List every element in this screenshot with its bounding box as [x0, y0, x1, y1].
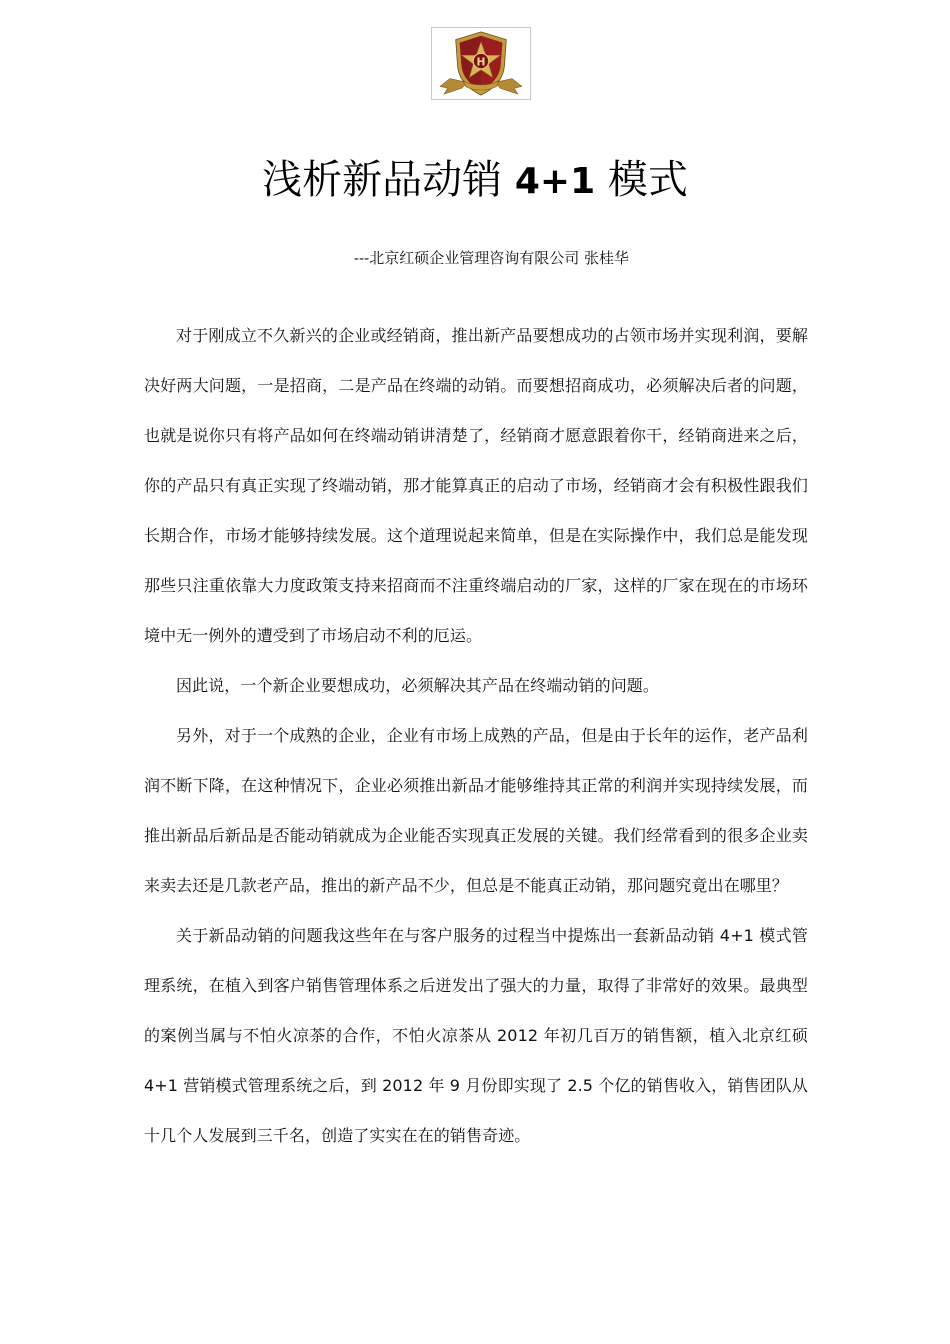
paragraph-1: 对于刚成立不久新兴的企业或经销商，推出新产品要想成功的占领市场并实现利润，要解决好两大问题，一是招商，二是产品在终端的动销。而要想招商成功，必须解决后者的问题，也就是说你只有将产品如何在终端动销讲清楚了，经销商才愿意跟着你干，经销商进来之后，你的产品只有真正实现了终端动销，那才能算真正的启动了市场，经销商才会有积极性跟我们长期合作，市场才能够持续发展。这个道理说起来简单，但是在实际操作中，我们总是能发现那些只注重依靠大力度政策支持来招商而不注重终端启动的厂家，这样的厂家在现在的市场环境中无一例外的遭受到了市场启动不利的厄运。: [144, 326, 808, 645]
article-body: [144, 311, 808, 1161]
shield-star-h-emblem-icon: [432, 28, 530, 99]
company-logo: [431, 27, 531, 100]
title-tail: 模式: [607, 157, 688, 203]
paragraph-2: 因此说，一个新企业要想成功，必须解决其产品在终端动销的问题。: [176, 676, 660, 695]
title-number: 4+1: [514, 161, 596, 202]
title-main: 浅析新品动销: [262, 157, 503, 203]
page-title: [0, 152, 950, 210]
author-line: ---北京红硕企业管理咨询有限公司 张桂华: [354, 249, 629, 267]
logo-letter: H: [476, 55, 486, 69]
paragraph-3: 另外，对于一个成熟的企业，企业有市场上成熟的产品，但是由于长年的运作，老产品利润不断下降，在这种情况下，企业必须推出新品才能够维持其正常的利润并实现持续发展，而推出新品后新品是否能动销就成为企业能否实现真正发展的关键。我们经常看到的很多企业卖来卖去还是几款老产品，推出的新产品不少，但总是不能真正动销，那问题究竟出在哪里？: [144, 726, 808, 895]
paragraph-4: 关于新品动销的问题我这些年在与客户服务的过程当中提炼出一套新品动销 4+1 模式管理系统，在植入到客户销售管理体系之后迸发出了强大的力量，取得了非常好的效果。最典型的案例当属与不怕火凉茶的合作，不怕火凉茶从 2012 年初几百万的销售额，植入北京红硕 4+1 营销模式管理系统之后，到 2012 年 9 月份即实现了 2.5 个亿的销售收入，销售团队从十几个人发展到三千名，创造了实实在在的销售奇迹。: [144, 926, 808, 1145]
